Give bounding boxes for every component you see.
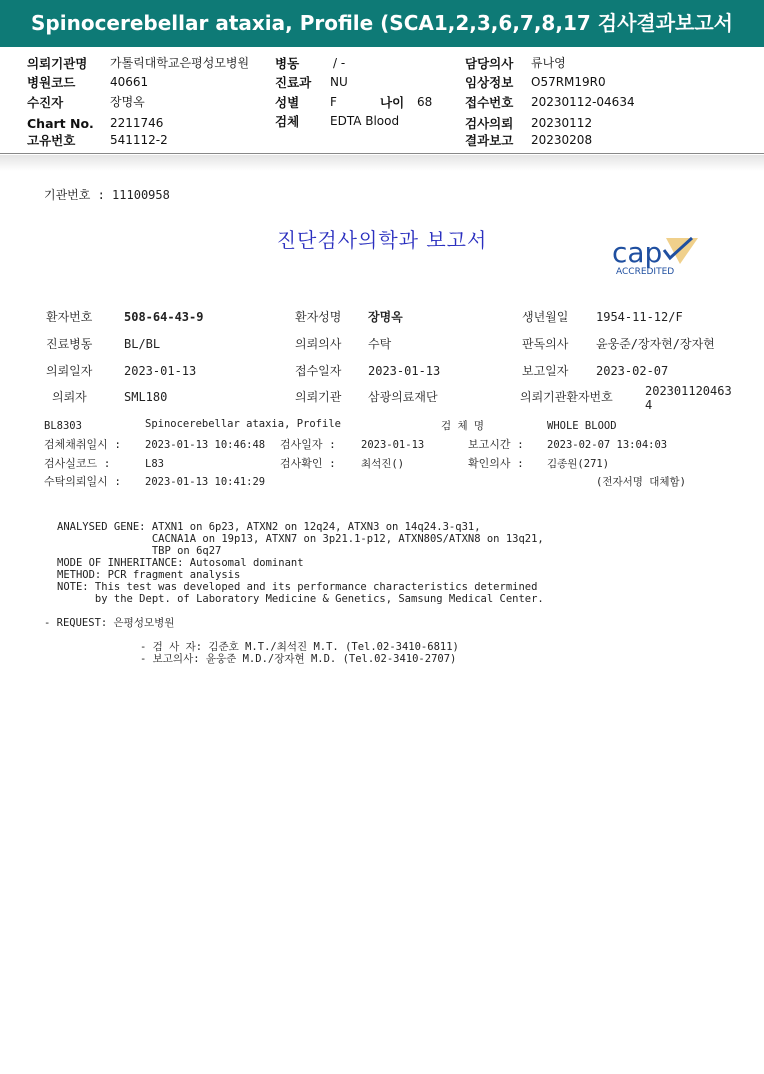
cap-accredited-logo xyxy=(610,232,706,280)
specimen-name-value: WHOLE BLOOD xyxy=(547,420,617,432)
report-time-value: 2023-02-07 13:04:03 xyxy=(547,439,668,451)
verify-value: 최석진() xyxy=(361,458,405,470)
verify-label: 검사확인 : xyxy=(280,457,336,470)
reader-value: 윤웅준/장자현/장자현 xyxy=(596,337,715,351)
consign-label: 수탁의뢰일시 : xyxy=(44,475,122,488)
body-line: MODE OF INHERITANCE: Autosomal dominant xyxy=(57,557,304,569)
result-value: 20230208 xyxy=(531,133,593,147)
body-line: ANALYSED GENE: ATXN1 on 6p23, ATXN2 on 12q24, ATXN3 on 14q24.3-q31, xyxy=(57,521,481,533)
dept-value: NU xyxy=(330,75,348,89)
body-line: by the Dept. of Laboratory Medicine & Genetics, Samsung Medical Center. xyxy=(57,593,544,605)
consign-value: 2023-01-13 10:41:29 xyxy=(145,476,266,488)
signature-note: (전자서명 대체함) xyxy=(596,476,686,488)
institution-value: 가톨릭대학교은평성모병원 xyxy=(110,56,250,70)
ward-value: / - xyxy=(333,56,346,70)
req-doctor-value: 수탁 xyxy=(368,337,392,351)
specimen-label: 검체 xyxy=(275,114,300,129)
age-value: 68 xyxy=(417,95,433,109)
request-value: 20230112 xyxy=(531,116,593,130)
patient-no-value: 508-64-43-9 xyxy=(124,310,204,324)
unique-no-label: 고유번호 xyxy=(27,133,76,148)
request-label: 검사의뢰 xyxy=(465,116,514,131)
req-org-label: 의뢰기관 xyxy=(295,390,342,404)
report-date-value: 2023-02-07 xyxy=(596,364,669,378)
patient-no-label: 환자번호 xyxy=(46,310,93,324)
ward-label: 병동 xyxy=(275,56,300,71)
ward-label-2: 진료병동 xyxy=(46,337,93,351)
age-label: 나이 xyxy=(380,95,405,110)
req-org-patient-no-value-2: 4 xyxy=(645,398,653,412)
confirm-value: 김종원(271) xyxy=(547,458,610,470)
examinee-value: 장명옥 xyxy=(110,95,145,109)
result-label: 결과보고 xyxy=(465,133,514,148)
examinee-label: 수진자 xyxy=(27,95,64,110)
recv-date-label: 접수일자 xyxy=(295,364,342,378)
req-org-patient-no-value-1: 202301120463 xyxy=(645,384,732,398)
receipt-no-label: 접수번호 xyxy=(465,95,514,110)
clinical-label: 임상정보 xyxy=(465,75,514,90)
body-line: METHOD: PCR fragment analysis xyxy=(57,569,241,581)
lab-code-value: L83 xyxy=(145,458,164,470)
hospital-code-value: 40661 xyxy=(110,75,149,89)
req-org-patient-no-label: 의뢰기관환자번호 xyxy=(520,390,613,404)
ward-value-2: BL/BL xyxy=(124,337,161,351)
req-org-value: 삼광의료재단 xyxy=(368,390,438,404)
requester-label: 의뢰자 xyxy=(52,390,87,404)
specimen-name-label: 검 체 명 xyxy=(441,420,485,432)
request-line: - REQUEST: 은평성모병원 xyxy=(44,617,175,629)
dob-value: 1954-11-12/F xyxy=(596,310,683,324)
header-divider xyxy=(0,153,764,154)
report-heading: 진단검사의학과 보고서 xyxy=(276,228,488,252)
header-shadow xyxy=(0,155,764,171)
dob-label: 생년월일 xyxy=(522,310,569,324)
req-date-label: 의뢰일자 xyxy=(46,364,93,378)
collect-value: 2023-01-13 10:46:48 xyxy=(145,439,266,451)
req-doctor-label: 의뢰의사 xyxy=(295,337,342,351)
chart-no-value: 2211746 xyxy=(110,116,164,130)
institution-label: 의뢰기관명 xyxy=(27,56,88,71)
body-line: TBP on 6q27 xyxy=(57,545,222,557)
body-line: CACNA1A on 19p13, ATXN7 on 3p21.1-p12, ATXN80S/ATXN8 on 13q21, xyxy=(57,533,544,545)
reader-label: 판독의사 xyxy=(522,337,569,351)
doctor-value: 류나영 xyxy=(531,56,566,70)
cap-logo-text: cap xyxy=(612,236,663,269)
report-time-label: 보고시간 : xyxy=(468,438,524,451)
specimen-value: EDTA Blood xyxy=(330,114,400,128)
confirm-label: 확인의사 : xyxy=(468,457,524,470)
collect-label: 검체채취일시 : xyxy=(44,438,122,451)
patient-name-value: 장명옥 xyxy=(368,310,403,324)
sex-label: 성별 xyxy=(275,95,300,110)
tester-line: - 검 사 자: 김준호 M.T./최석진 M.T. (Tel.02-3410-6811) xyxy=(140,641,459,653)
req-date-value: 2023-01-13 xyxy=(124,364,197,378)
report-date-label: 보고일자 xyxy=(522,364,569,378)
report-title-bar: Spinocerebellar ataxia, Profile (SCA1,2,3,6,7,8,17 검사결과보고서 xyxy=(0,0,764,47)
chart-no-label: Chart No. xyxy=(27,116,94,131)
doctor-label: 담당의사 xyxy=(465,56,514,71)
test-code: BL8303 xyxy=(44,420,82,432)
lab-code-label: 검사실코드 : xyxy=(44,457,111,470)
cap-logo-sub: ACCREDITED xyxy=(616,267,675,277)
patient-name-label: 환자성명 xyxy=(295,310,342,324)
recv-date-value: 2023-01-13 xyxy=(368,364,441,378)
reporter-line: - 보고의사: 윤웅준 M.D./장자현 M.D. (Tel.02-3410-2707) xyxy=(140,653,457,665)
unique-no-value: 541112-2 xyxy=(110,133,168,147)
requester-value: SML180 xyxy=(124,390,168,404)
test-date-label: 검사일자 : xyxy=(280,438,336,451)
org-number: 기관번호 : 11100958 xyxy=(44,188,170,202)
hospital-code-label: 병원코드 xyxy=(27,75,76,90)
body-line: NOTE: This test was developed and its performance characteristics determined xyxy=(57,581,538,593)
test-date-value: 2023-01-13 xyxy=(361,439,425,451)
dept-label: 진료과 xyxy=(275,75,312,90)
sex-value: F xyxy=(330,95,337,109)
receipt-no-value: 20230112-04634 xyxy=(531,95,635,109)
clinical-value: O57RM19R0 xyxy=(531,75,606,89)
test-name: Spinocerebellar ataxia, Profile xyxy=(145,418,341,430)
